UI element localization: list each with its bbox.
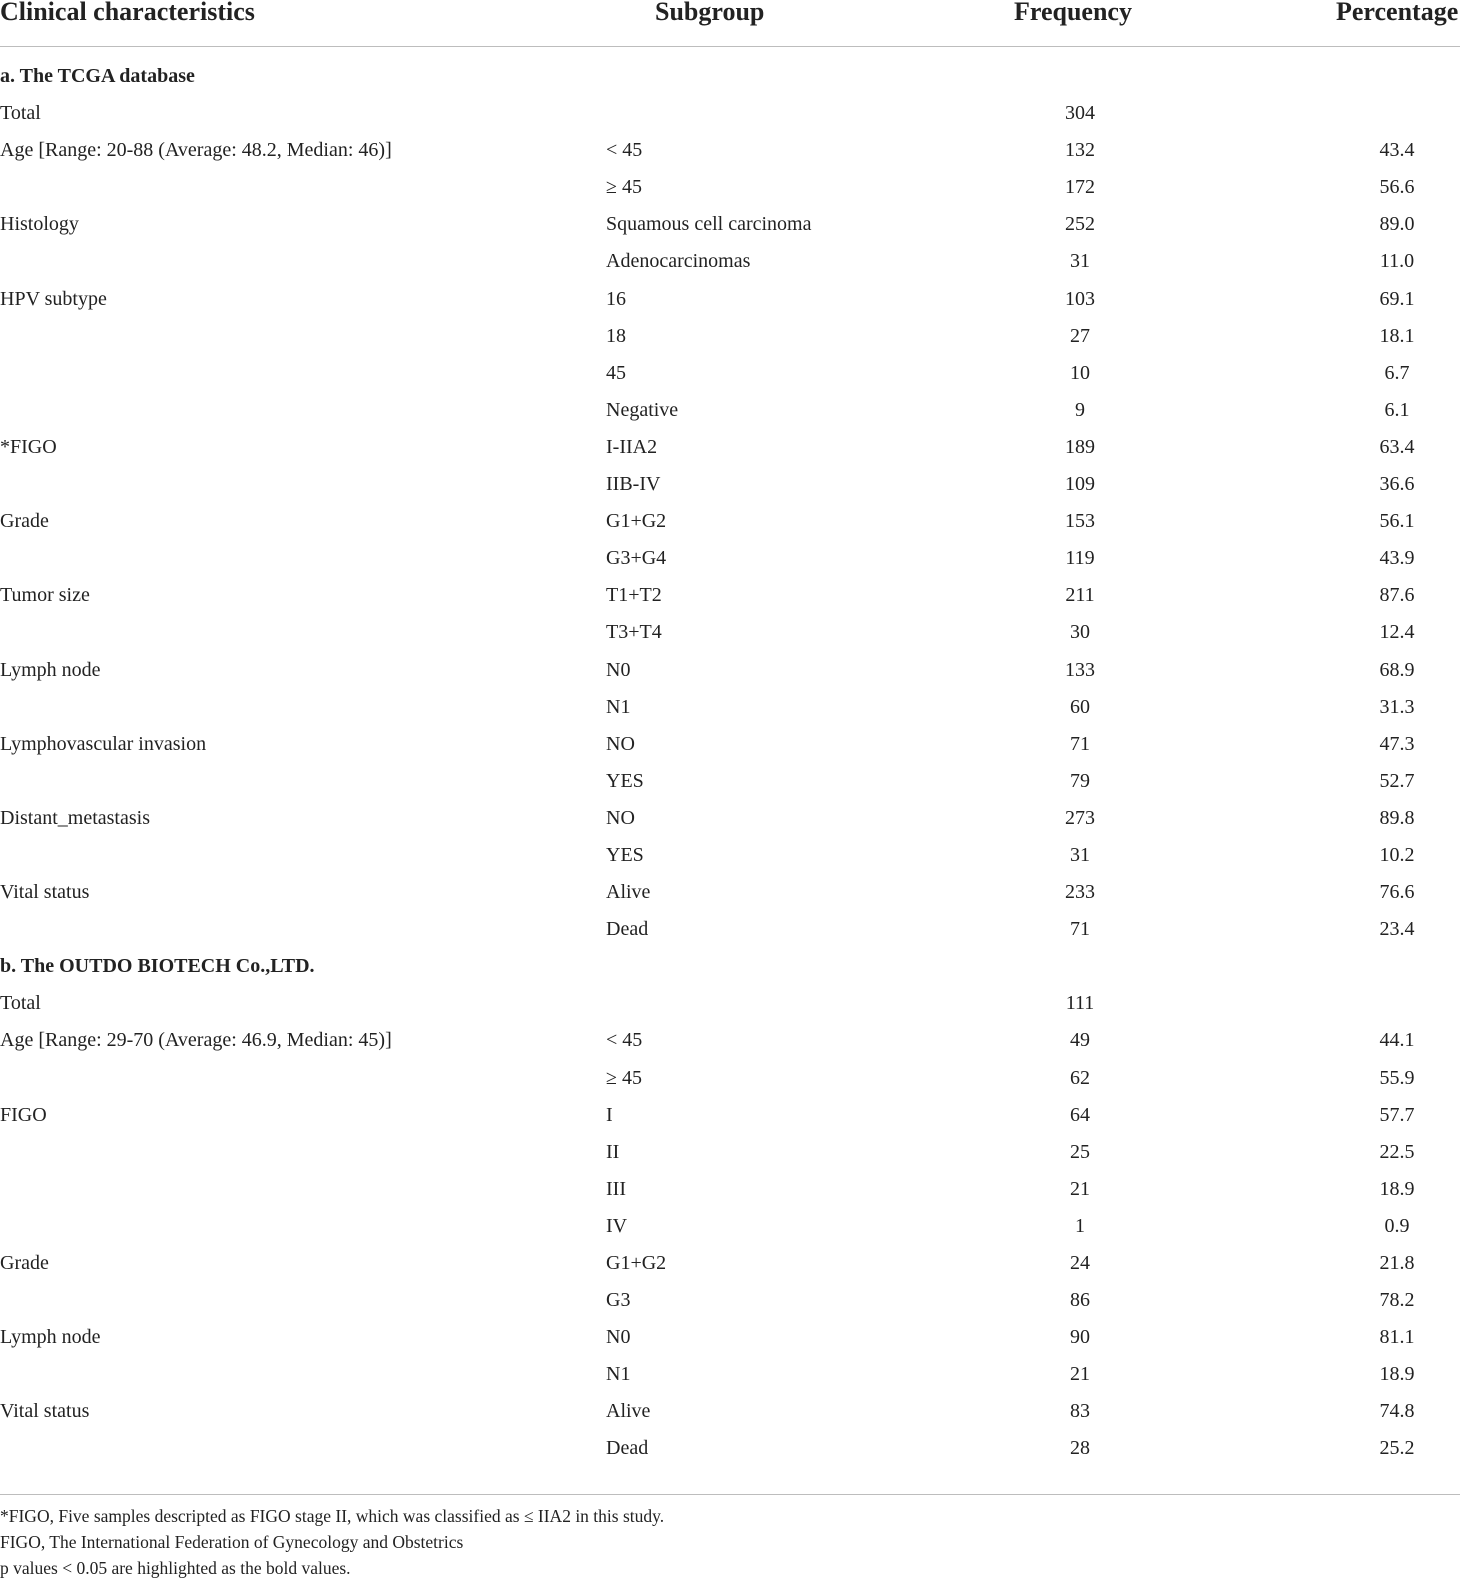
- characteristic-cell: Tumor size: [0, 584, 90, 607]
- subgroup-cell: NO: [606, 732, 635, 755]
- frequency-cell: 30: [1070, 621, 1090, 644]
- frequency-cell: 103: [1065, 287, 1095, 310]
- frequency-cell: 119: [1065, 547, 1095, 570]
- table-row: [0, 1356, 1460, 1393]
- percentage-cell: 44.1: [1379, 1029, 1415, 1052]
- characteristic-cell: Lymph node: [0, 1326, 101, 1349]
- table-row: [0, 689, 1460, 726]
- table-row: [0, 614, 1460, 651]
- subgroup-cell: III: [606, 1177, 626, 1200]
- frequency-cell: 25: [1070, 1140, 1090, 1163]
- table-row: [0, 1245, 1460, 1282]
- percentage-cell: 10.2: [1379, 843, 1415, 866]
- frequency-cell: 9: [1075, 398, 1085, 421]
- subgroup-cell: Dead: [606, 918, 649, 941]
- subgroup-cell: I-IIA2: [606, 435, 658, 458]
- subgroup-cell: Alive: [606, 881, 651, 904]
- table-row: [0, 911, 1460, 948]
- frequency-cell: 21: [1070, 1363, 1090, 1386]
- frequency-cell: 133: [1065, 658, 1095, 681]
- percentage-cell: 56.6: [1379, 176, 1415, 199]
- percentage-cell: 55.9: [1379, 1066, 1415, 1089]
- subgroup-cell: N0: [606, 658, 631, 681]
- percentage-cell: 25.2: [1379, 1437, 1415, 1460]
- percentage-cell: 31.3: [1379, 695, 1415, 718]
- table-row: [0, 1282, 1460, 1319]
- table-section-row: [0, 948, 1460, 985]
- subgroup-cell: ≥ 45: [606, 1066, 642, 1089]
- table-row: [0, 1134, 1460, 1171]
- percentage-cell: 22.5: [1379, 1140, 1415, 1163]
- subgroup-cell: 45: [606, 361, 626, 384]
- characteristic-cell: Vital status: [0, 1400, 90, 1423]
- table-row: [0, 1097, 1460, 1134]
- subgroup-cell: YES: [606, 843, 644, 866]
- characteristic-cell: Distant_metastasis: [0, 806, 150, 829]
- table-row: [0, 763, 1460, 800]
- subgroup-cell: Adenocarcinomas: [606, 250, 751, 273]
- table-row: [0, 1171, 1460, 1208]
- percentage-cell: 52.7: [1379, 769, 1415, 792]
- column-header-clinical-characteristics: Clinical characteristics: [0, 0, 255, 26]
- table-row: [0, 1393, 1460, 1430]
- table-row: [0, 503, 1460, 540]
- table-row: [0, 169, 1460, 206]
- percentage-cell: 36.6: [1379, 473, 1415, 496]
- subgroup-cell: I: [606, 1103, 613, 1126]
- table-row: [0, 726, 1460, 763]
- table-row: [0, 132, 1460, 169]
- percentage-cell: 21.8: [1379, 1252, 1415, 1274]
- frequency-cell: 10: [1070, 361, 1090, 384]
- characteristic-cell: *FIGO: [0, 435, 57, 458]
- characteristic-cell: FIGO: [0, 1103, 47, 1126]
- table-footnotes: [0, 1503, 1460, 1581]
- subgroup-cell: II: [606, 1140, 620, 1163]
- frequency-cell: 60: [1070, 695, 1090, 718]
- subgroup-cell: N0: [606, 1326, 631, 1349]
- frequency-cell: 83: [1070, 1400, 1090, 1423]
- frequency-cell: 27: [1070, 324, 1090, 347]
- subgroup-cell: 18: [606, 324, 626, 347]
- subgroup-cell: G1+G2: [606, 510, 667, 533]
- characteristic-cell: HPV subtype: [0, 287, 107, 310]
- frequency-cell: 64: [1070, 1103, 1090, 1126]
- percentage-cell: 81.1: [1379, 1326, 1415, 1349]
- frequency-cell: 31: [1070, 843, 1090, 866]
- percentage-cell: 6.1: [1384, 398, 1410, 421]
- table-row: [0, 95, 1460, 132]
- column-header-subgroup: Subgroup: [655, 0, 765, 26]
- subgroup-cell: G1+G2: [606, 1252, 667, 1274]
- subgroup-cell: Alive: [606, 1400, 651, 1423]
- table-row: [0, 318, 1460, 355]
- table-row: [0, 206, 1460, 243]
- table-row: [0, 1208, 1460, 1245]
- subgroup-cell: G3: [606, 1289, 631, 1312]
- frequency-cell: 21: [1070, 1177, 1090, 1200]
- column-header-frequency: Frequency: [1014, 0, 1132, 26]
- frequency-cell: 90: [1070, 1326, 1090, 1349]
- characteristic-cell: Lymph node: [0, 658, 101, 681]
- characteristic-cell: Grade: [0, 1252, 49, 1274]
- frequency-cell: 79: [1070, 769, 1090, 792]
- percentage-cell: 87.6: [1379, 584, 1415, 607]
- characteristic-cell: Grade: [0, 510, 49, 533]
- table-row: [0, 800, 1460, 837]
- subgroup-cell: YES: [606, 769, 644, 792]
- characteristic-cell: Total: [0, 992, 41, 1015]
- frequency-cell: 273: [1065, 806, 1095, 829]
- section-title: a. The TCGA database: [0, 65, 195, 87]
- table-row: [0, 540, 1460, 577]
- table-bottom-rule: [0, 1494, 1460, 1495]
- characteristic-cell: Histology: [0, 213, 79, 236]
- subgroup-cell: Squamous cell carcinoma: [606, 213, 812, 236]
- percentage-cell: 18.9: [1379, 1177, 1415, 1200]
- frequency-cell: 172: [1065, 176, 1095, 199]
- percentage-cell: 23.4: [1379, 918, 1415, 941]
- frequency-cell: 24: [1070, 1252, 1090, 1274]
- subgroup-cell: Dead: [606, 1437, 649, 1460]
- footnote: *FIGO, Five samples descripted as FIGO stage II, which was classified as ≤ IIA2 in this study.: [0, 1506, 665, 1526]
- characteristic-cell: Vital status: [0, 881, 90, 904]
- frequency-cell: 252: [1065, 213, 1095, 236]
- percentage-cell: 43.4: [1379, 139, 1415, 162]
- table-header-row: [0, 0, 1460, 47]
- subgroup-cell: Negative: [606, 398, 679, 421]
- percentage-cell: 18.1: [1379, 324, 1415, 347]
- percentage-cell: 89.0: [1379, 213, 1415, 236]
- table-row: [0, 392, 1460, 429]
- percentage-cell: 76.6: [1379, 881, 1415, 904]
- frequency-cell: 71: [1070, 732, 1090, 755]
- percentage-cell: 57.7: [1379, 1103, 1415, 1126]
- table-row: [0, 874, 1460, 911]
- table-row: [0, 1430, 1460, 1467]
- frequency-cell: 71: [1070, 918, 1090, 941]
- characteristic-cell: Age [Range: 20-88 (Average: 48.2, Median: 46)]: [0, 139, 392, 162]
- frequency-cell: 62: [1070, 1066, 1090, 1089]
- subgroup-cell: ≥ 45: [606, 176, 642, 199]
- frequency-cell: 109: [1065, 473, 1095, 496]
- frequency-cell: 189: [1065, 435, 1095, 458]
- frequency-cell: 28: [1070, 1437, 1090, 1460]
- subgroup-cell: NO: [606, 806, 635, 829]
- table-row: [0, 577, 1460, 614]
- table-row: [0, 466, 1460, 503]
- table-row: [0, 837, 1460, 874]
- subgroup-cell: 16: [606, 287, 626, 310]
- subgroup-cell: N1: [606, 1363, 631, 1386]
- percentage-cell: 63.4: [1379, 435, 1415, 458]
- frequency-cell: 153: [1065, 510, 1095, 533]
- percentage-cell: 11.0: [1379, 250, 1415, 273]
- footnote: p values < 0.05 are highlighted as the bold values.: [0, 1558, 351, 1578]
- percentage-cell: 0.9: [1384, 1214, 1410, 1237]
- percentage-cell: 18.9: [1379, 1363, 1415, 1386]
- subgroup-cell: < 45: [606, 139, 643, 162]
- column-header-percentage: Percentage: [1336, 0, 1459, 26]
- subgroup-cell: < 45: [606, 1029, 643, 1052]
- table-row: [0, 243, 1460, 280]
- frequency-cell: 132: [1065, 139, 1095, 162]
- section-title: b. The OUTDO BIOTECH Co.,LTD.: [0, 955, 315, 978]
- subgroup-cell: IIB-IV: [606, 473, 661, 496]
- percentage-cell: 68.9: [1379, 658, 1415, 681]
- percentage-cell: 6.7: [1384, 361, 1410, 384]
- table-row: [0, 1319, 1460, 1356]
- percentage-cell: 43.9: [1379, 547, 1415, 570]
- frequency-cell: 211: [1065, 584, 1095, 607]
- percentage-cell: 74.8: [1379, 1400, 1415, 1423]
- subgroup-cell: IV: [606, 1214, 628, 1237]
- table-row: [0, 355, 1460, 392]
- characteristic-cell: Total: [0, 102, 41, 125]
- table-row: [0, 1060, 1460, 1097]
- frequency-cell: 304: [1065, 102, 1095, 125]
- table-body: [0, 58, 1460, 1468]
- table-row: [0, 652, 1460, 689]
- percentage-cell: 89.8: [1379, 806, 1415, 829]
- subgroup-cell: T3+T4: [606, 621, 662, 644]
- subgroup-cell: N1: [606, 695, 631, 718]
- frequency-cell: 111: [1065, 992, 1095, 1015]
- table-row: [0, 985, 1460, 1022]
- percentage-cell: 12.4: [1379, 621, 1415, 644]
- characteristic-cell: Lymphovascular invasion: [0, 732, 207, 755]
- frequency-cell: 86: [1070, 1289, 1090, 1312]
- table-row: [0, 281, 1460, 318]
- percentage-cell: 47.3: [1379, 732, 1415, 755]
- frequency-cell: 31: [1070, 250, 1090, 273]
- percentage-cell: 78.2: [1379, 1289, 1415, 1312]
- table-section-row: [0, 58, 1460, 95]
- footnote: FIGO, The International Federation of Gynecology and Obstetrics: [0, 1532, 464, 1552]
- percentage-cell: 69.1: [1379, 287, 1415, 310]
- table-row: [0, 1022, 1460, 1059]
- subgroup-cell: G3+G4: [606, 547, 667, 570]
- frequency-cell: 1: [1075, 1214, 1085, 1237]
- percentage-cell: 56.1: [1379, 510, 1415, 533]
- table-row: [0, 429, 1460, 466]
- frequency-cell: 49: [1070, 1029, 1090, 1052]
- characteristic-cell: Age [Range: 29-70 (Average: 46.9, Median: 45)]: [0, 1029, 392, 1052]
- frequency-cell: 233: [1065, 881, 1095, 904]
- subgroup-cell: T1+T2: [606, 584, 662, 607]
